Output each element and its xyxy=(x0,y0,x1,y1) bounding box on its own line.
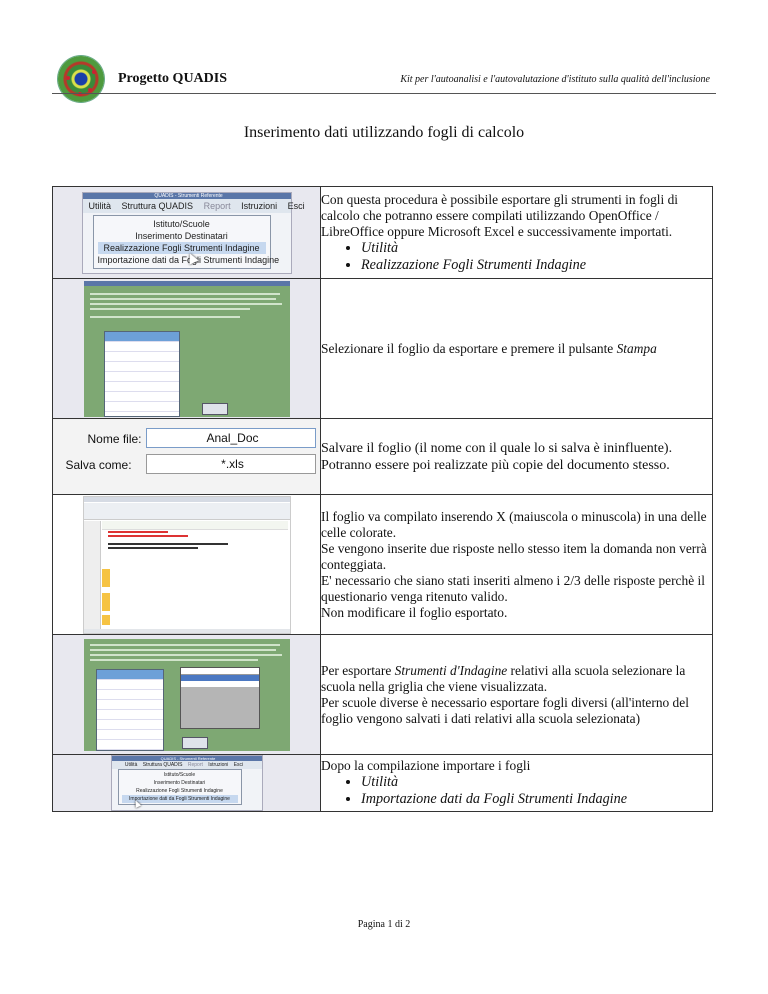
menu-struttura[interactable]: Struttura QUADIS xyxy=(142,762,183,768)
step-row xyxy=(53,635,713,755)
step-row xyxy=(53,495,713,635)
stampa-label: Stampa xyxy=(616,340,657,356)
menu-screenshot xyxy=(82,192,305,274)
bullet-item: • Realizzazione Fogli Strumenti Indagine xyxy=(361,257,712,274)
steps-table xyxy=(52,186,713,812)
window-title: QUADIS - Strumenti Referente xyxy=(83,193,291,199)
menu-item-istituto[interactable]: Istituto/Scuole xyxy=(153,218,210,229)
screenshot-cell xyxy=(53,755,321,812)
page-footer: Pagina 1 di 2 xyxy=(357,919,411,930)
step-paragraph: Per scuole diverse è necessario esportare fogli diversi (all'interno del foglio vengono salvati i dati relativi alla scuola selezionata) xyxy=(321,694,689,726)
menu-utilita[interactable]: Utilità xyxy=(124,762,138,768)
screenshot-cell xyxy=(53,635,321,755)
step-text: Selezionare il foglio da esportare e premere il pulsante xyxy=(321,340,617,356)
header-divider xyxy=(52,93,716,94)
step-bullets xyxy=(321,240,712,274)
toolbar xyxy=(84,503,290,520)
import-menu-screenshot xyxy=(111,755,263,811)
save-dialog-screenshot xyxy=(54,420,320,494)
instruction-cell xyxy=(321,495,713,635)
step-line: Non modificare il foglio esportato. xyxy=(321,604,508,620)
instruction-cell xyxy=(321,187,713,279)
menu-esci[interactable]: Esci xyxy=(287,200,305,211)
step-row xyxy=(53,755,713,812)
window-titlebar xyxy=(84,281,290,286)
sheet-list[interactable] xyxy=(104,331,180,417)
school-grid[interactable] xyxy=(180,667,260,729)
step-line: Salvare il foglio (il nome con il quale lo si salva è ininfluente). xyxy=(321,440,673,456)
step-bullets xyxy=(321,774,712,808)
filename-input[interactable]: Anal_Doc xyxy=(146,428,316,448)
instruction-cell xyxy=(321,635,713,755)
screenshot-cell xyxy=(53,419,321,495)
sheet-list[interactable] xyxy=(96,669,164,751)
filename-label: Nome file: xyxy=(87,431,142,446)
step-row xyxy=(53,279,713,419)
step-line: E' necessario che siano stati inseriti almeno i 2/3 delle risposte perchè il questionario venga ritenuto valido. xyxy=(321,572,705,604)
step-text: Dopo la compilazione importare i fogli xyxy=(321,758,531,773)
screenshot-cell xyxy=(53,187,321,279)
stampa-button[interactable] xyxy=(182,737,208,749)
menu-esci[interactable]: Esci xyxy=(233,762,244,768)
project-logo xyxy=(58,56,104,102)
brand-title: Progetto QUADIS xyxy=(118,71,228,86)
screenshot-cell xyxy=(53,279,321,419)
menu-istruzioni[interactable]: Istruzioni xyxy=(241,200,278,211)
export-dialog-screenshot xyxy=(84,281,290,417)
stampa-button[interactable] xyxy=(202,403,228,415)
step-paragraph: Per esportare Strumenti d'Indagine relativi alla scuola selezionare la scuola nella griglia che viene visualizzata. xyxy=(321,662,686,694)
menu-item-importazione[interactable]: Importazione dati da Fogli Strumenti Indagine xyxy=(122,795,238,803)
instruction-cell xyxy=(321,755,713,812)
step-text: Con questa procedura è possibile esportare gli strumenti in fogli di calcolo che potranno essere compilati utilizzando OpenOffice / LibreOffice oppure Microsoft Excel e successivamente importati. xyxy=(321,191,679,239)
bullet-item: • Utilità xyxy=(361,774,712,791)
menu-item-istituto[interactable]: Istituto/Scuole xyxy=(163,772,196,778)
filetype-select[interactable]: *.xls xyxy=(146,454,316,474)
spreadsheet-screenshot xyxy=(83,496,291,634)
bullet-item: • Utilità xyxy=(361,240,712,257)
menu-bar xyxy=(83,199,305,213)
menu-item-importazione[interactable]: Importazione dati da Fogli Strumenti Indagine xyxy=(97,254,280,265)
strumenti-indagine-label: Strumenti d'Indagine xyxy=(394,662,508,678)
menu-item-realizzazione[interactable]: Realizzazione Fogli Strumenti Indagine xyxy=(136,788,223,794)
window-title: QUADIS - Strumenti Referente xyxy=(112,756,262,761)
menu-item-destinatari[interactable]: Inserimento Destinatari xyxy=(135,230,228,241)
filetype-label: Salva come: xyxy=(65,457,132,472)
header-tagline: Kit per l'autoanalisi e l'autovalutazione d'istituto sulla qualità dell'inclusione xyxy=(400,74,710,85)
step-row xyxy=(53,187,713,279)
step-row xyxy=(53,419,713,495)
menu-report[interactable]: Report xyxy=(203,200,231,211)
step-line: Se vengono inserite due risposte nello stesso item la domanda non verrà conteggiata. xyxy=(321,540,707,572)
instruction-cell xyxy=(321,419,713,495)
document-title: Inserimento dati utilizzando fogli di calcolo xyxy=(243,124,525,141)
menu-item-realizzazione[interactable]: Realizzazione Fogli Strumenti Indagine xyxy=(98,242,266,254)
menu-report[interactable]: Report xyxy=(187,762,203,768)
screenshot-cell xyxy=(53,495,321,635)
menu-utilita[interactable]: Utilità xyxy=(88,200,112,211)
utilita-dropdown xyxy=(93,215,280,269)
menu-istruzioni[interactable]: Istruzioni xyxy=(208,762,229,768)
answer-cells[interactable] xyxy=(102,593,110,611)
menu-struttura[interactable]: Struttura QUADIS xyxy=(121,200,194,211)
instruction-cell xyxy=(321,279,713,419)
menu-bar xyxy=(112,761,262,769)
step-line: Il foglio va compilato inserendo X (maiuscola o minuscola) in una delle celle colorate. xyxy=(321,508,707,540)
menu-item-destinatari[interactable]: Inserimento Destinatari xyxy=(153,780,206,786)
answer-cells[interactable] xyxy=(102,569,110,587)
step-line: Potranno essere poi realizzate più copie del documento stesso. xyxy=(321,457,670,473)
bullet-item: • Importazione dati da Fogli Strumenti Indagine xyxy=(361,791,712,808)
school-grid-screenshot xyxy=(84,639,290,751)
answer-cells[interactable] xyxy=(102,615,110,625)
